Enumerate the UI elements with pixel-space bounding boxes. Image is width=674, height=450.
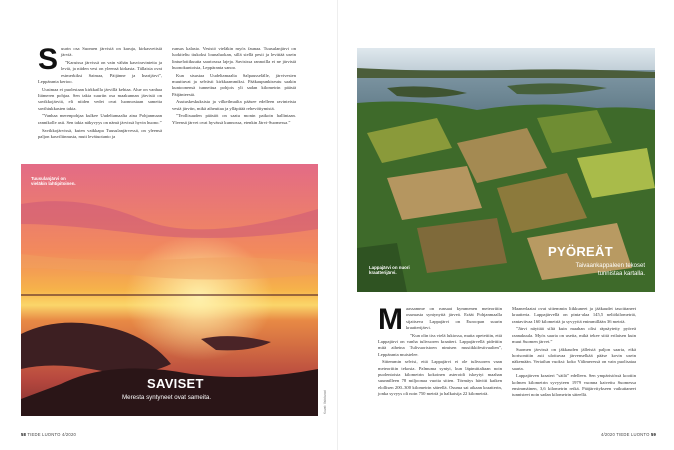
paragraph: ”Vanhaa merenpohjaa kulkee Uudeltamaalta aina Pohjanmaan rannikolle asti. Sen takia näkyvyys on nämä järvissä hyvin huono.” bbox=[38, 113, 162, 125]
paragraph: aassamme on runsaat kymmenen meteoriitin osumasta syntynyttä järveä. Eräät Pohjanmaalla sijaitseva Lappajärvi on Euroopan suurin kraatterijärvi. bbox=[406, 306, 502, 330]
photo-caption: Lappajärvi on nuori kraatterijärvi. bbox=[369, 265, 410, 276]
paragraph: ”Järvi näyttää siltä kuin maahan olisi räpsäytetty pyöreä raanakuula. Myös saaria on useita, mikä tekee siitä erilaisen kuin muut Suomen järvet.” bbox=[512, 326, 636, 344]
right-folio bbox=[601, 432, 656, 437]
paragraph: Uusimaa ei puolestaan kirkkailla järvillä kehtaa. Alue on vanhaa Itämeren pohjaa. Sen takia suuriin osa maakunnan järvistä on savikkojärviä, eli niiden vedet ovat luonnostaan sameita savihiukkasten takia. bbox=[38, 86, 162, 111]
paragraph: Asutuskeskuksista ja vilkeilmailta pääsee edelleen ravinteista vesiä järviin, mikä aiheuttaa ja ylläpitää rehevöitymistä. bbox=[172, 99, 296, 111]
paragraph: ”Teollisuuden päästöt on saatu monin paikoin hallintaan. Yleensä järvet ovat hyvässä kunnossa, etenkin Järvi-Suomessa.” bbox=[172, 113, 296, 125]
left-text-column-1 bbox=[38, 43, 162, 142]
paragraph: Savikkojärvissä, kuten vaikkapa Tuusulanjärvessä, on yleensä paljon kasviliinnusta, mutt levätuotanto ja bbox=[38, 127, 162, 139]
paragraph: runsas kalasto. Vesistö vieläkin myös faunaa. Tuusulanjärvi on luokiteltu tiukoksi lounaluokan, sillä siellä pesii ja levittää usein lintuelotiikuutta saariosssa lajeja. Savisissa rannoilla ei ne järvistä huonokuntoisia, Leppäranta sanoo. bbox=[172, 46, 296, 70]
paragraph: Kun sisustaa Uudeltamaalta Salpausselälle, järvivesien muuttuvat ja selvästi kirkkaammiksi. Pääkaupunkiseutu saakin kuntoonensä tunnettua pohjois yli sadan kilometrin päästä Päijänteestä. bbox=[172, 72, 296, 97]
issue-number: 4/2020 bbox=[600, 432, 615, 437]
paragraph: Suomen järvissä on jäkkauden jälleistä paljon saaria, eikä horisonttiin asti ulottuvaa järvenselkää pääse kovin usein näkemään. Vertailun vuoksi: koko Välimeressä on vain puolisataa saarta. bbox=[512, 346, 636, 371]
dropcap-s: S bbox=[38, 43, 59, 76]
magazine-name: TIEDE LUONTO bbox=[27, 432, 61, 437]
left-folio bbox=[21, 432, 76, 437]
right-text-column-1 bbox=[378, 303, 502, 399]
paragraph: ”Kun olin tiss vielä lukiossa, mutta opetettiin, että Lappajärvi on vanha tulivuoren kraatteri. Lappajärvellä pidettiin mitä aiheina Tulivuoristoen nimisen musiikkifestivaalien”, Leppäranta muistelee. bbox=[378, 332, 502, 357]
section-title-saviset: SAVISET bbox=[147, 376, 204, 391]
dropcap-m: M bbox=[378, 303, 403, 336]
paragraph: Lappajärven kraateri ”säilä” edelleen. Sen ympäristössä kootiin kolmen kilometrin syvyyteen 1979 vuonna kaivettu Suomessa ensimmäinen, 3,6 kilometrin reikä. Pääjärvitykseen vaikuttaneet tunnisteet noin sadan kilometrin säteellä. bbox=[512, 373, 636, 398]
subtitle-line: Taivaankappaleen tekoset bbox=[575, 263, 645, 269]
page-number: 59 bbox=[650, 432, 656, 437]
issue-number: 4/2020 bbox=[62, 432, 77, 437]
page-number: 58 bbox=[21, 432, 27, 437]
paragraph: Sittemmin selvisi, että Lappajärvi ei ole tulivuoren vaan meteoriitin tekosia. Palmuma syntyi, kun läpimittaltaan noin puolentoista kilometrin kokoinen asteroidi iskeytyi maahan suunnilleen 78 miljoonaa vuotta sitten. Törmäys hävitti kaiken elollisen 200–300 kilometrin säteellä. Osuma sai aikaan kraatterin, jonka syvyys oli noin 750 metriä ja halkaisija 22 kilometriä. bbox=[378, 359, 502, 396]
right-text-column-2 bbox=[512, 306, 636, 400]
paragraph: uurin osa Suomen järvistä on karuja, kirkasvetisiä järviä. bbox=[61, 46, 162, 58]
section-subtitle: Meresta syntyneet ovat sameita. bbox=[122, 394, 212, 401]
section-subtitle bbox=[534, 263, 645, 278]
photo-caption: Tuusulanjärvi on vieläkin lahtipitoinen. bbox=[31, 176, 76, 187]
paragraph: ”Karuissa järvissä on vain vähän kasviravinteita ja leviä, ja niiden vesi on yleensä kirkasta. Tällaisia ovat esimerkiksi Saimaa, Päijänne ja Inarijärvi”, Leppäranta kertoo. bbox=[38, 60, 162, 84]
magazine-name: TIEDE LUONTO bbox=[616, 432, 650, 437]
section-title-pyoreat: PYÖREÄT bbox=[548, 244, 613, 259]
left-text-column-2 bbox=[172, 46, 296, 128]
paragraph: Maanerlaatat ovat sittemmin liikkuneet ja jääkaudet tasoittaneet kraatteria. Lappajärvellä on pinta-alaa 145,5 neliökilometriä, rantaviivaa 160 kilometriä ja syvyyttä enimmillään 36 metriä. bbox=[512, 306, 636, 324]
right-page bbox=[337, 0, 674, 450]
photo-credit: Kuvat: Valokuvat bbox=[323, 390, 327, 414]
subtitle-line: tunnistaa kartalla. bbox=[597, 270, 645, 277]
